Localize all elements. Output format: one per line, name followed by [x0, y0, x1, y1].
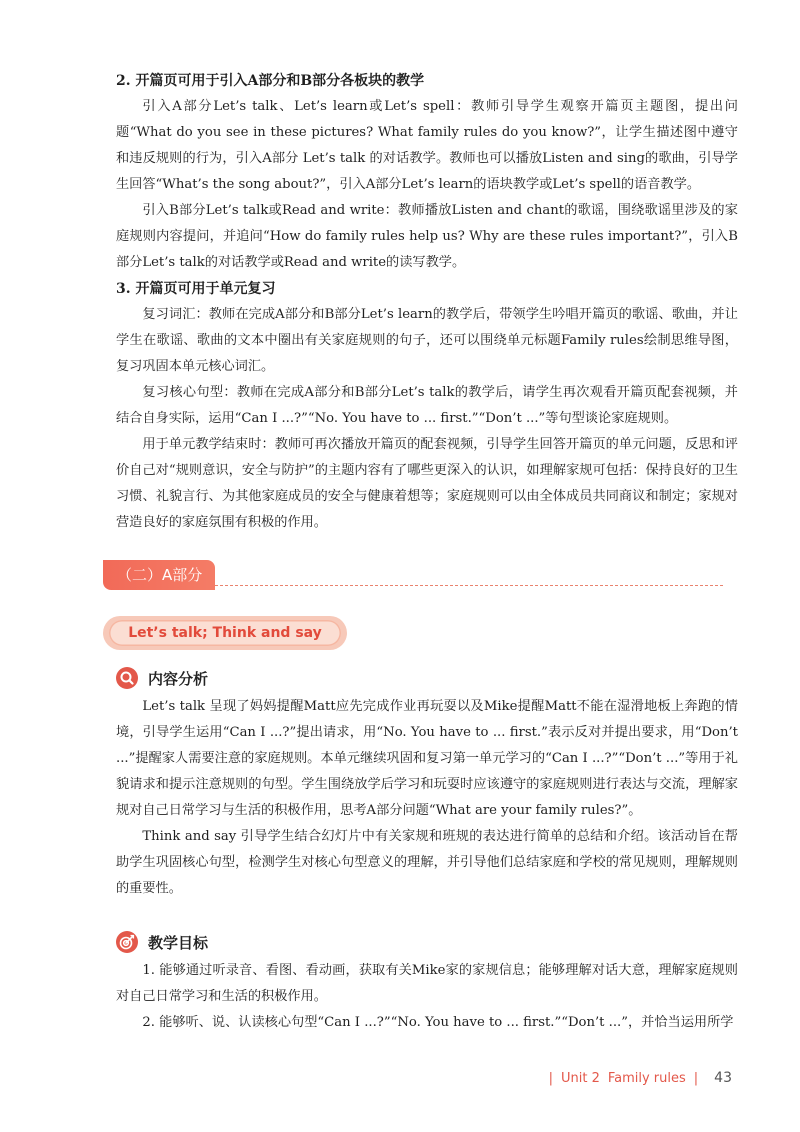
analysis-body	[116, 694, 738, 902]
target-icon	[116, 931, 138, 953]
section-2	[116, 68, 738, 276]
magnifier-icon	[116, 667, 138, 689]
footer-unit-title: Family rules	[607, 1070, 686, 1086]
section-2-paragraph: 引入A部分Let’s talk、Let’s learn或Let’s spell：教师引导学生观察开篇页主题图，提出问题“What do you see in these pictures? What family rules do you know?”，让学生描述图中遵守和违反规则的行为，引入A部分 Let’s talk 的对话教学。教师也可以播放Listen and sing的歌曲，引导学生回答“What’s the song about?”，引入A部分Let’s learn的语块教学或Let’s spell的语音教学。	[116, 99, 738, 192]
footer-divider: |	[548, 1070, 553, 1086]
lesson-pill-label: Let’s talk; Think and say	[109, 620, 341, 646]
section-2-heading: 2. 开篇页可用于引入A部分和B部分各板块的教学	[116, 73, 425, 89]
analysis-heading	[116, 664, 208, 692]
section-banner	[103, 556, 723, 596]
section-tab-label: （二）A部分	[103, 560, 215, 590]
footer-divider: |	[693, 1070, 699, 1086]
page-number: 43	[714, 1070, 732, 1086]
section-3-paragraph: 复习词汇：教师在完成A部分和B部分Let’s learn的教学后，带领学生吟唱开篇页的歌谣、歌曲，并让学生在歌谣、歌曲的文本中圈出有关家庭规则的句子，还可以围绕单元标题Family rules绘制思维导图，复习巩固本单元核心词汇。	[116, 307, 738, 374]
analysis-paragraph: Think and say 引导学生结合幻灯片中有关家规和班规的表达进行简单的总结和介绍。该活动旨在帮助学生巩固核心句型，检测学生对核心句型意义的理解，并引导他们总结家庭和学校的常见规则，理解规则的重要性。	[116, 829, 738, 896]
goals-body	[116, 958, 738, 1036]
analysis-heading-text: 内容分析	[148, 669, 209, 688]
goals-heading-text: 教学目标	[148, 933, 209, 952]
analysis-paragraph: Let’s talk 呈现了妈妈提醒Matt应先完成作业再玩耍以及Mike提醒Matt不能在湿滑地板上奔跑的情境，引导学生运用“Can I ...?”提出请求，用“No. You have to ... first.”表示反对并提出要求，用“Don’t ...”提醒家人需要注意的家庭规则。本单元继续巩固和复习第一单元学习的“Can I ...?”“Don’t ...”等用于礼貌请求和提示注意规则的句型。学生围绕放学后学习和玩耍时应该遵守的家庭规则进行表达与交流，理解家规对自己日常学习与生活的积极作用，思考A部分问题“What are your family rules?”。	[116, 699, 738, 818]
footer-unit: Unit 2	[560, 1070, 600, 1086]
section-3-paragraph: 复习核心句型：教师在完成A部分和B部分Let’s talk的教学后，请学生再次观看开篇页配套视频，并结合自身实际，运用“Can I ...?”“No. You have to ... first.”“Don’t ...”等句型谈论家庭规则。	[116, 385, 738, 426]
section-2-paragraph: 引入B部分Let’s talk或Read and write：教师播放Listen and chant的歌谣，围绕歌谣里涉及的家庭规则内容提问，并追问“How do family rules help us? Why are these rules important?”，引入B部分Let’s talk的对话教学或Read and write的读写教学。	[116, 203, 738, 270]
section-3-paragraph: 用于单元教学结束时：教师可再次播放开篇页的配套视频，引导学生回答开篇页的单元问题，反思和评价自己对“规则意识，安全与防护”的主题内容有了哪些更深入的认识，如理解家规可包括：保持良好的卫生习惯、礼貌言行、为其他家庭成员的安全与健康着想等；家庭规则可以由全体成员共同商议和制定；家规对营造良好的家庭氛围有积极的作用。	[116, 437, 738, 530]
goal-item: 2. 能够听、说、认读核心句型“Can I ...?”“No. You have to ... first.”“Don’t ...”，并恰当运用所学	[142, 1015, 734, 1030]
goals-heading	[116, 928, 208, 956]
section-3-heading: 3. 开篇页可用于单元复习	[116, 281, 276, 297]
section-3	[116, 276, 738, 536]
dashed-divider	[215, 585, 723, 586]
goal-item: 1. 能够通过听录音、看图、看动画，获取有关Mike家的家规信息；能够理解对话大意，理解家庭规则对自己日常学习和生活的积极作用。	[116, 963, 738, 1004]
page-footer	[541, 1070, 732, 1086]
lesson-pill	[103, 616, 347, 650]
